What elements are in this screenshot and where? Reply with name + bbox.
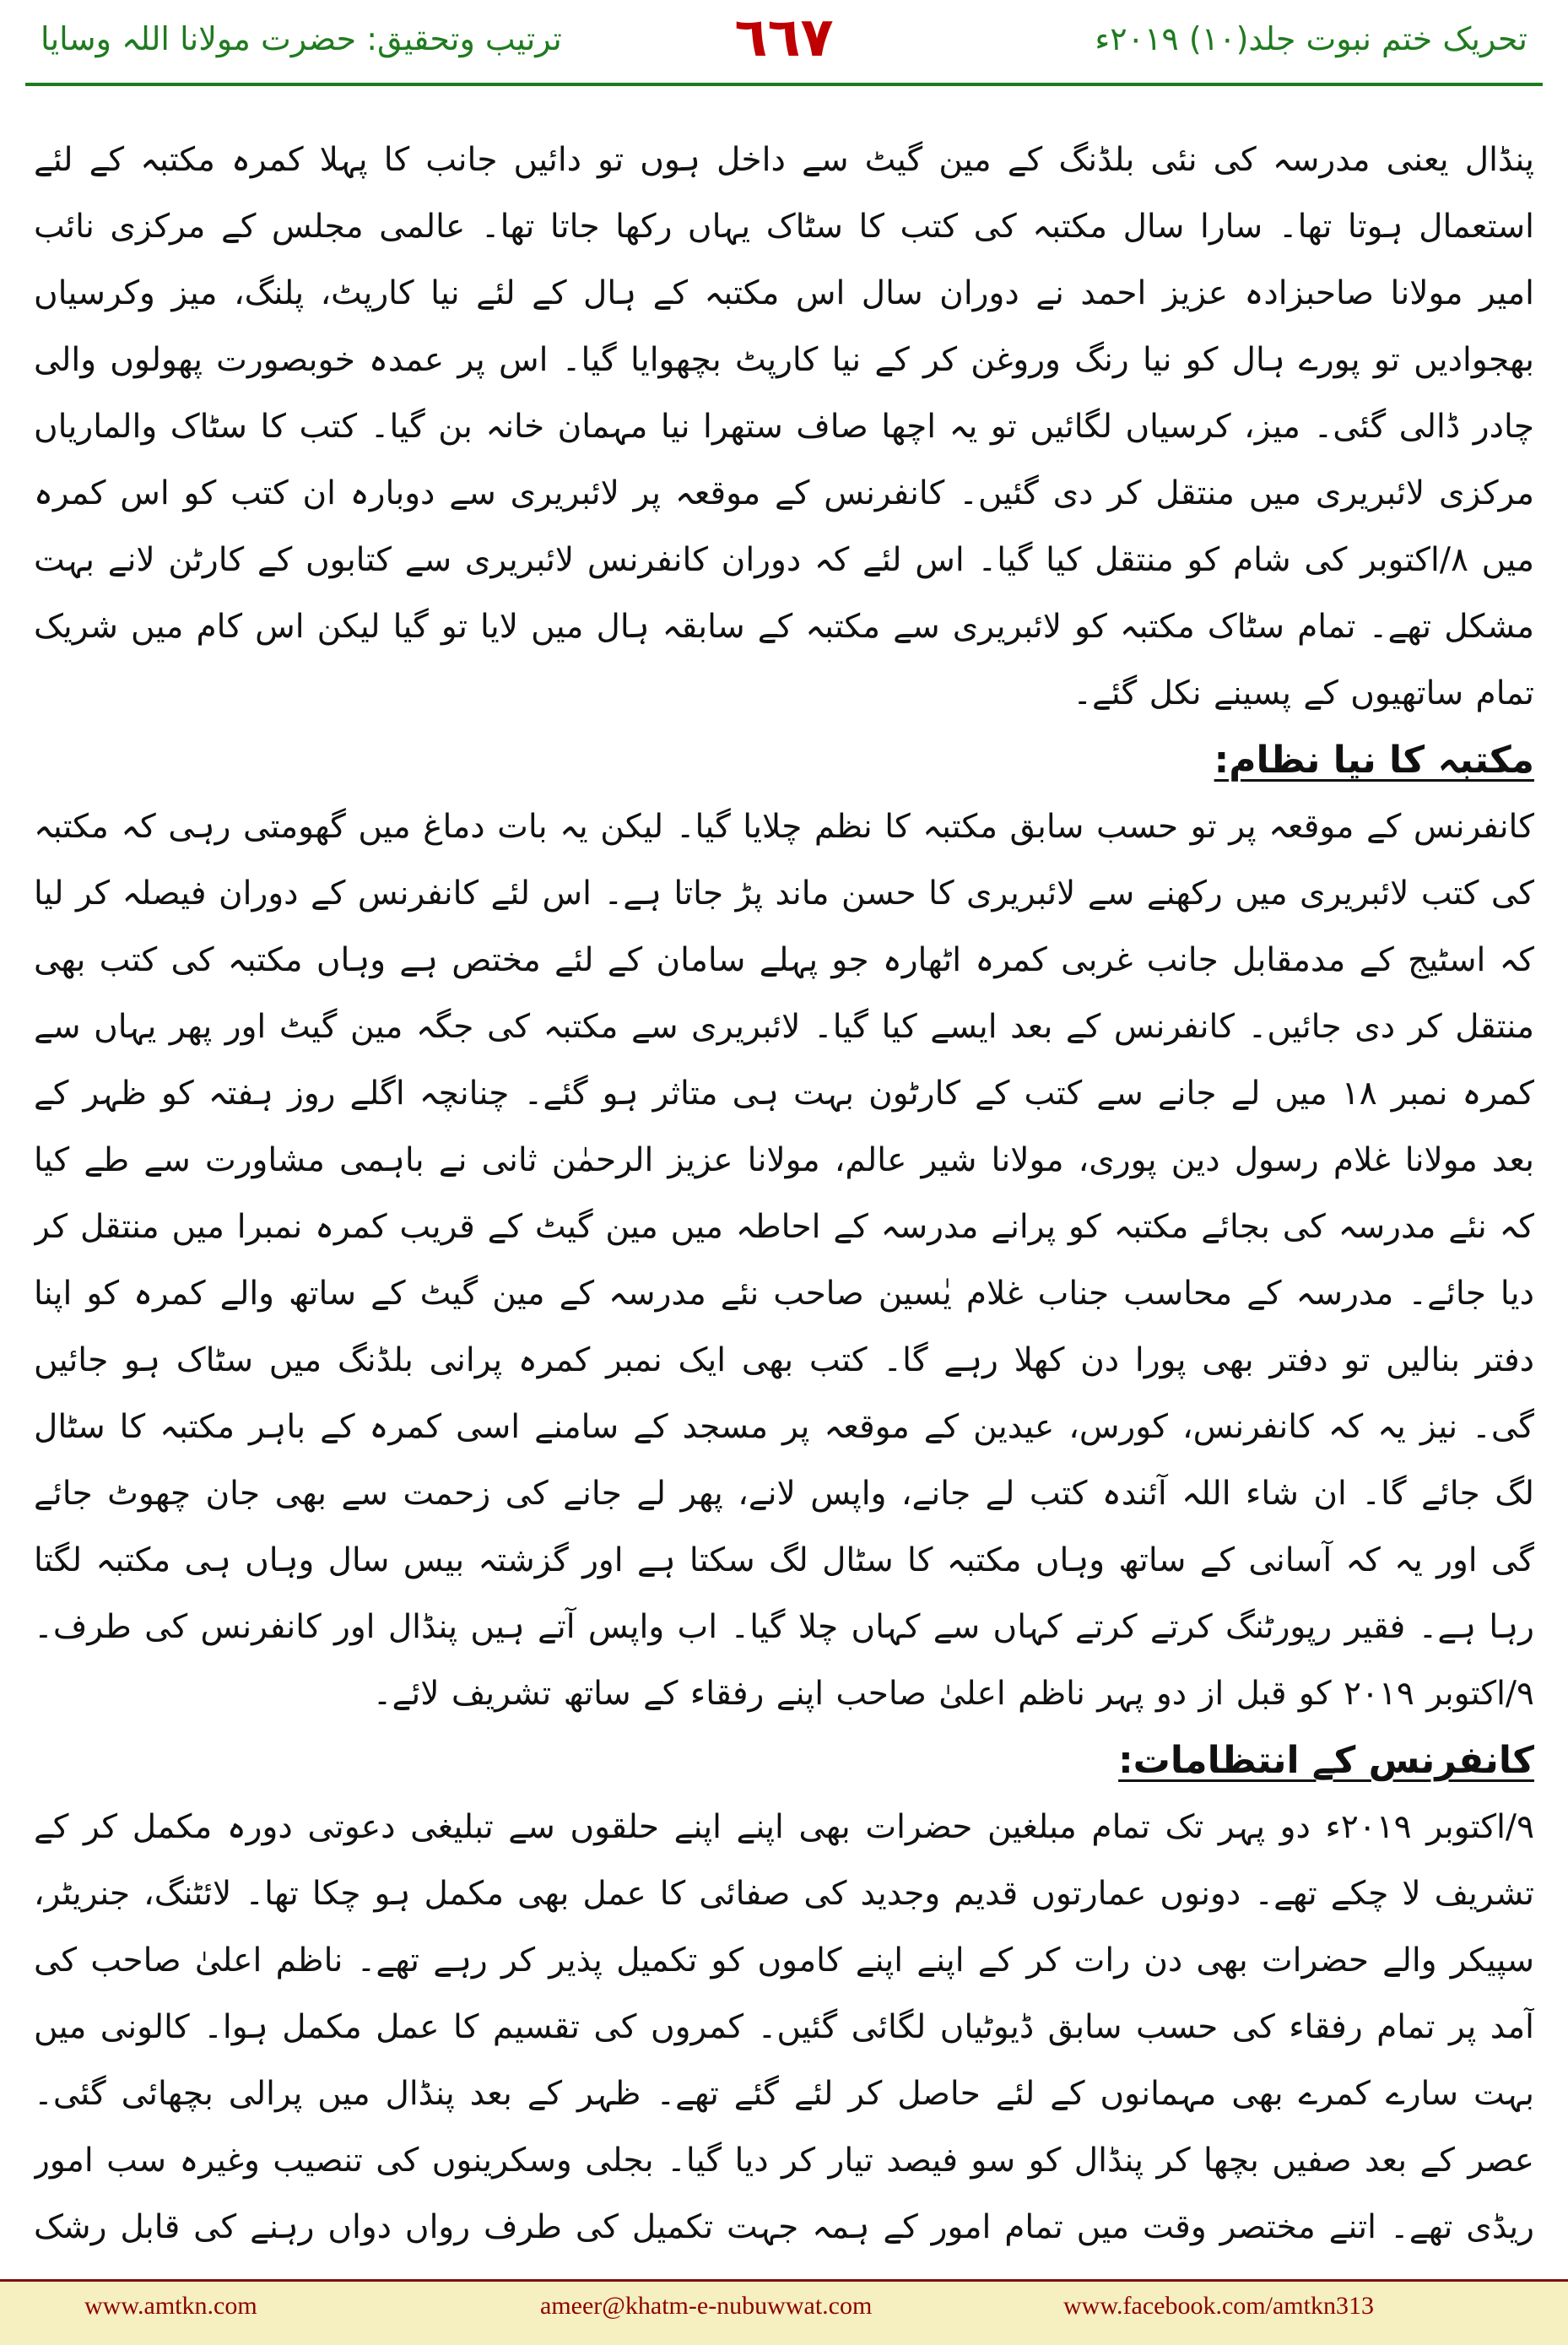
page-number: ٦٦٧	[734, 7, 834, 69]
page-footer	[0, 2279, 1568, 2345]
paragraph-2: کانفرنس کے موقعہ پر تو حسب سابق مکتبہ کا نظم چلایا گیا۔ لیکن یہ بات دماغ میں گھومتی رہی کہ مکتبہ کی کتب لائبریری میں رکھنے سے لائبریری کا حسن ماند پڑ جاتا ہے۔ اس لئے کانفرنس کے دوران فیصلہ کر لیا کہ اسٹیج کے مدمقابل جانب غربی کمرہ اٹھارہ جو پہلے سامان کے لئے مختص ہے وہاں مکتبہ کی کتب بھی منتقل کر دی جائیں۔ کانفرنس کے بعد ایسے کیا گیا۔ لائبریری سے مکتبہ کی جگہ مین گیٹ اور پھر یہاں سے کمرہ نمبر ۱۸ میں لے جانے سے کتب کے کارٹون بہت ہی متاثر ہو گئے۔ چنانچہ اگلے روز ہفتہ کو ظہر کے بعد مولانا غلام رسول دین پوری، مولانا شیر عالم، مولانا عزیز الرحمٰن ثانی نے باہمی مشاورت سے طے کیا کہ نئے مدرسہ کی بجائے مکتبہ کو پرانے مدرسہ کے احاطہ میں مین گیٹ کے قریب کمرہ نمبرا میں منتقل کر دیا جائے۔ مدرسہ کے محاسب جناب غلام یٰسین صاحب نئے مدرسہ کے مین گیٹ کے ساتھ والے کمرہ کو اپنا دفتر بنالیں تو دفتر بھی پورا دن کھلا رہے گا۔ کتب بھی ایک نمبر کمرہ پرانی بلڈنگ میں سٹاک ہو جائیں گی۔ نیز یہ کہ کانفرنس، کورس، عیدین کے موقعہ پر مسجد کے سامنے اسی کمرہ کے باہر مکتبہ کا سٹال لگ جائے گا۔ ان شاء اللہ آئندہ کتب لے جانے، واپس لانے، پھر لے جانے کی زحمت سے بھی جان چھوٹ جائے گی اور یہ کہ آسانی کے ساتھ وہاں مکتبہ کا سٹال لگ سکتا ہے اور گزشتہ بیس سال وہاں ہی مکتبہ لگتا رہا ہے۔ فقیر رپورٹنگ کرتے کرتے کہاں سے کہاں چلا گیا۔ اب واپس آتے ہیں پنڈال اور کانفرنس کی طرف۔ ۹/اکتوبر ۲۰۱۹ کو قبل از دو پہر ناظم اعلیٰ صاحب اپنے رفقاء کے ساتھ تشریف لائے۔	[34, 808, 1534, 1713]
website-link[interactable]: www.amtkn.com	[84, 2292, 257, 2320]
paragraph-3: ۹/اکتوبر ۲۰۱۹ء دو پہر تک تمام مبلغین حضرات بھی اپنے اپنے حلقوں سے تبلیغی دعوتی دورہ مکمل کر کے تشریف لا چکے تھے۔ دونوں عمارتوں قدیم وجدید کی صفائی کا عمل بھی مکمل ہو چکا تھا۔ لائٹنگ، جنریٹر، سپیکر والے حضرات بھی دن رات کر کے اپنے اپنے کاموں کو تکمیل پذیر کر رہے تھے۔ ناظم اعلیٰ صاحب کی آمد پر تمام رفقاء کی حسب سابق ڈیوٹیاں لگائی گئیں۔ کمروں کی تقسیم کا عمل مکمل ہوا۔ کالونی میں بہت سارے کمرے بھی مہمانوں کے لئے حاصل کر لئے گئے تھے۔ ظہر کے بعد پنڈال میں پرالی بچھائی گئی۔ عصر کے بعد صفیں بچھا کر پنڈال کو سو فیصد تیار کر دیا گیا۔ بجلی وسکرینوں کی تنصیب وغیرہ سب امور ریڈی تھے۔ اتنے مختصر وقت میں تمام امور کے ہمہ جہت تکمیل کی طرف رواں دواں رہنے کی قابل رشک	[34, 1808, 1534, 2246]
paragraph-1: پنڈال یعنی مدرسہ کی نئی بلڈنگ کے مین گیٹ سے داخل ہوں تو دائیں جانب کا پہلا کمرہ مکتبہ کے لئے استعمال ہوتا تھا۔ سارا سال مکتبہ کی کتب کا سٹاک یہاں رکھا جاتا تھا۔ عالمی مجلس کے مرکزی نائب امیر مولانا صاحبزادہ عزیز احمد نے دوران سال اس مکتبہ کے ہال کے لئے نیا کارپٹ، پلنگ، میز وکرسیاں بھجوادیں تو پورے ہال کو نیا رنگ وروغن کر کے نیا کارپٹ بچھوایا گیا۔ اس پر عمدہ خوبصورت پھولوں والی چادر ڈالی گئی۔ میز، کرسیاں لگائیں تو یہ اچھا صاف ستھرا نیا مہمان خانہ بن گیا۔ کتب کا سٹاک والماریاں مرکزی لائبریری میں منتقل کر دی گئیں۔ کانفرنس کے موقعہ پر لائبریری سے دوبارہ ان کتب کو اس کمرہ میں ۸/اکتوبر کی شام کو منتقل کیا گیا۔ اس لئے کہ دوران کانفرنس لائبریری سے کتابوں کے کارٹن لانے بہت مشکل تھے۔ تمام سٹاک مکتبہ کو لائبریری سے مکتبہ کے سابقہ ہال میں لایا تو گیا لیکن اس کام میں شریک تمام ساتھیوں کے پسینے نکل گئے۔	[34, 141, 1534, 712]
section-heading-new-bookstore-system: مکتبہ کا نیا نظام:	[1214, 739, 1534, 782]
facebook-link[interactable]: www.facebook.com/amtkn313	[1063, 2292, 1374, 2320]
email-link[interactable]: ameer@khatm-e-nubuwwat.com	[540, 2292, 873, 2320]
book-title: تحریک ختم نبوت جلد(۱۰) ۲۰۱۹ء	[1095, 20, 1527, 57]
header-divider	[25, 83, 1543, 86]
page-header	[0, 0, 1568, 84]
compiler-credit: ترتیب وتحقیق: حضرت مولانا اللہ وسایا	[41, 20, 562, 57]
page-body	[34, 127, 1534, 2262]
section-heading-conference-arrangements: کانفرنس کے انتظامات:	[1118, 1739, 1534, 1782]
